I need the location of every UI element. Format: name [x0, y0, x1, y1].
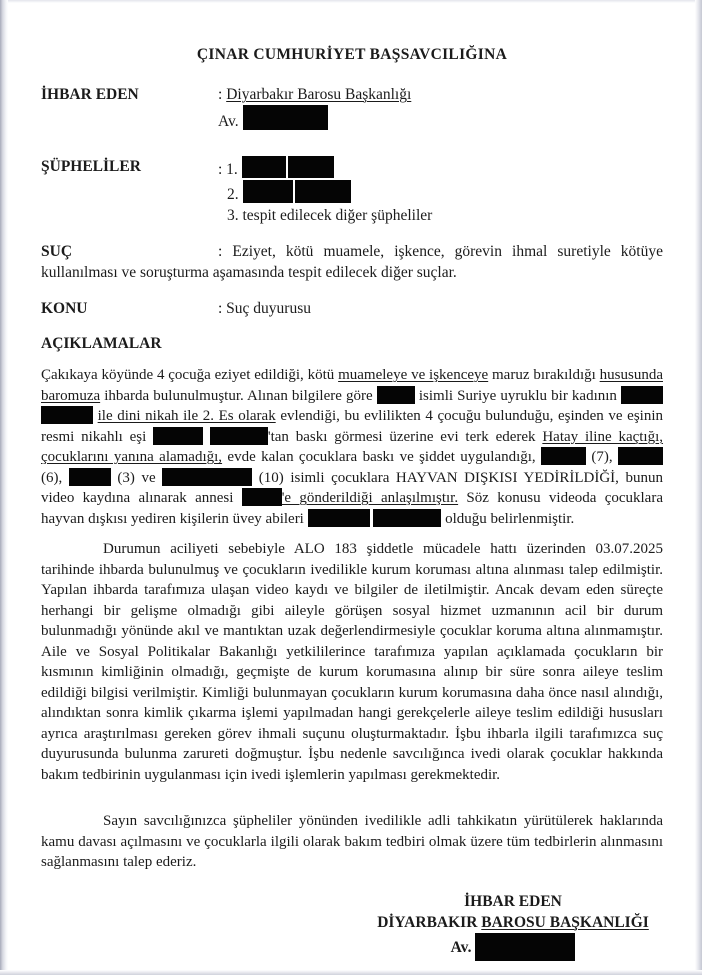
text-segment: evde kalan çocuklara baskı ve şiddet uygulandığı,	[222, 449, 542, 465]
field-suc	[41, 241, 663, 283]
suspect-3	[218, 205, 663, 226]
signature-organization	[363, 912, 663, 933]
text-segment: 'e gönderildiği anlaşılmıştır.	[281, 490, 459, 506]
paragraph-3	[41, 811, 663, 873]
redaction-box	[308, 509, 370, 527]
field-value-konu	[218, 300, 311, 317]
text-segment: ihbarda bulunulmuştur. Alınan bilgilere göre	[100, 387, 377, 404]
field-supheliler	[41, 156, 663, 226]
field-label-suc: SUÇ	[41, 243, 73, 260]
redaction-box	[475, 933, 575, 961]
text-segment: : Eziyet, kötü muamele, işkence, görevin ihmal suretiyle kötüye kullanılması ve soruşturma aşamasında tespit edilecek diğer suçlar.	[41, 243, 663, 281]
signature-role: İHBAR EDEN	[464, 892, 562, 910]
field-value-supheliler	[218, 156, 663, 226]
text-segment: : Suç duyurusu	[218, 300, 311, 317]
text-segment: Diyarbakır Barosu Başkanlığı	[226, 86, 412, 103]
complainant-attorney	[218, 105, 663, 132]
text-segment: (7),	[586, 449, 618, 465]
redaction-box	[541, 447, 586, 465]
text-segment: Söz konusu videoda çocuklara hayvan dışkısı yediren kişilerin üvey abileri	[41, 490, 663, 527]
text-segment: çocuklarını yanına alamadığı,	[41, 449, 223, 465]
field-ihbar-eden	[41, 84, 663, 132]
text-segment: (6),	[41, 469, 69, 486]
redaction-box	[41, 406, 93, 424]
field-label-supheliler: ŞÜPHELİLER	[41, 158, 141, 175]
text-segment: (3) ve	[110, 469, 163, 486]
redaction-box	[373, 509, 441, 527]
page-edge-bottom	[0, 970, 702, 975]
text-segment: hususunda	[599, 367, 663, 383]
text-segment: evlendiği, bu evlilikten 4 çocuğu bulunduğu, eşinden ve eşinin resmi nikahlı eşi	[41, 408, 664, 445]
redaction-box	[162, 468, 252, 486]
text-segment: Sayın savcılığınızca şüpheliler yönünden ivedilikle adli tahkikatın yürütülerek haklarında kamu davası açılmasını ve çocuklarla ilgili olarak bakım tedbiri olmak üzere tüm tedbirlerin alınmasını sağlanmasını talep ederiz.	[41, 813, 663, 870]
text-segment: Av.	[450, 938, 476, 956]
text-segment: Hatay iline kaçtığı,	[542, 428, 664, 445]
redaction-box	[621, 386, 663, 404]
text-segment: 'tan baskı görmesi üzerine evi terk ederek	[267, 428, 543, 445]
text-segment: DİYARBAKIR	[377, 913, 482, 931]
section-heading-aciklamalar: AÇIKLAMALAR	[41, 335, 162, 352]
text-segment: BAROSU BAŞKANLIĞI	[481, 913, 649, 931]
page-edge-left	[0, 0, 8, 975]
text-segment: ile dini nikah ile 2. Es olarak	[97, 408, 276, 424]
document-body	[41, 46, 663, 961]
text-segment: isimli Suriye uyruklu bir kadının	[414, 387, 621, 404]
page-edge-right	[695, 0, 702, 975]
text-segment: (10) isimli çocuklara HAYVAN DIŞKISI YEDİRİLDİĞİ, bunun video kaydına alınarak annesi	[41, 469, 663, 506]
paragraph-1	[41, 365, 663, 529]
suspect-2	[218, 180, 663, 205]
redaction-box	[618, 447, 663, 465]
text-segment: maruz bırakıldığı	[488, 367, 600, 383]
field-label-konu: KONU	[41, 300, 88, 317]
suspect-1	[218, 156, 663, 180]
redaction-box	[377, 386, 415, 404]
redaction-box	[69, 468, 111, 486]
text-segment: Durumun aciliyeti sebebiyle ALO 183 şiddetle mücadele hattı üzerinden 03.07.2025 tarihinde ihbarda bulunulmuş ve çocukların ivedilikle kurum koruması altına alınması talep edilmiştir. Yapılan ihbarda tarafımıza ulaşan video kaydı ve bilgiler de iletilmiştir. Ancak devam eden süreçte herhangi bir gelişme olmadığı gibi aileyle görüşen sosyal hizmet uzmanının acil bir durum bulunmadığı yönünde akıl ve mantıktan uzak değerlendirmesiyle çocuklar koruma altına alınmamıştır. Aile ve Sosyal Politikalar Bakanlığı yetkililerince tarafımıza yapılan açıklamada çocukların bir kısmının kimliğinin olmadığı, geçmişte de kurum korumasına alınıp bir süre sonra aileye teslim edildiği bilgisi verilmiştir. Kimliği bulunmayan çocukların kurum korumasına daha önce nasıl alındığı, alındıktan sonra kimlik çıkarma işlemi yapılmadan hangi gerekçelerle aileye teslim edildiği hususları ayrıca araştırılması gereken görev ihmali suçunu oluşturmaktadır. İşbu ihbarla ilgili tarafımızca suç duyurusunda bulunma zarureti doğmuştur. İşbu nedenle savcılığınca ivedi olarak çocuklar hakkında bakım tedbirinin uygulanması için ivedi işlemlerin yapılması gerekmektedir.	[41, 541, 663, 783]
court-title: ÇINAR CUMHURİYET BAŞSAVCILIĞINA	[196, 46, 508, 63]
field-block	[41, 84, 663, 226]
complainant-name	[218, 84, 663, 105]
text-segment: :	[218, 86, 227, 103]
redaction-box	[288, 156, 334, 178]
text-segment	[203, 429, 210, 445]
redaction-box	[242, 488, 282, 506]
text-segment: : 1.	[218, 161, 242, 178]
text-segment: Çakıkaya köyünde 4 çocuğa eziyet edildiği, kötü	[41, 367, 339, 383]
text-segment: 3. tespit edilecek diğer şüpheliler	[227, 207, 433, 224]
text-segment: 2.	[227, 186, 243, 203]
redaction-box	[295, 180, 351, 203]
redaction-box	[242, 156, 286, 178]
text-segment: baromuza	[41, 387, 101, 404]
field-konu	[41, 298, 663, 319]
signature-attorney	[363, 933, 663, 961]
field-value-ihbar-eden	[218, 84, 663, 132]
redaction-box	[210, 427, 268, 445]
text-segment: Av.	[218, 113, 243, 130]
text-segment: muameleye ve işkenceye	[338, 367, 489, 383]
field-label-ihbar-eden: İHBAR EDEN	[41, 86, 139, 103]
paragraph-2	[41, 539, 663, 785]
signature-block	[363, 891, 663, 961]
redaction-box	[243, 105, 328, 130]
text-segment: olduğu belirlenmiştir.	[441, 510, 575, 527]
redaction-box	[153, 427, 203, 445]
page-edge-top	[0, 0, 702, 3]
redaction-box	[243, 180, 293, 203]
